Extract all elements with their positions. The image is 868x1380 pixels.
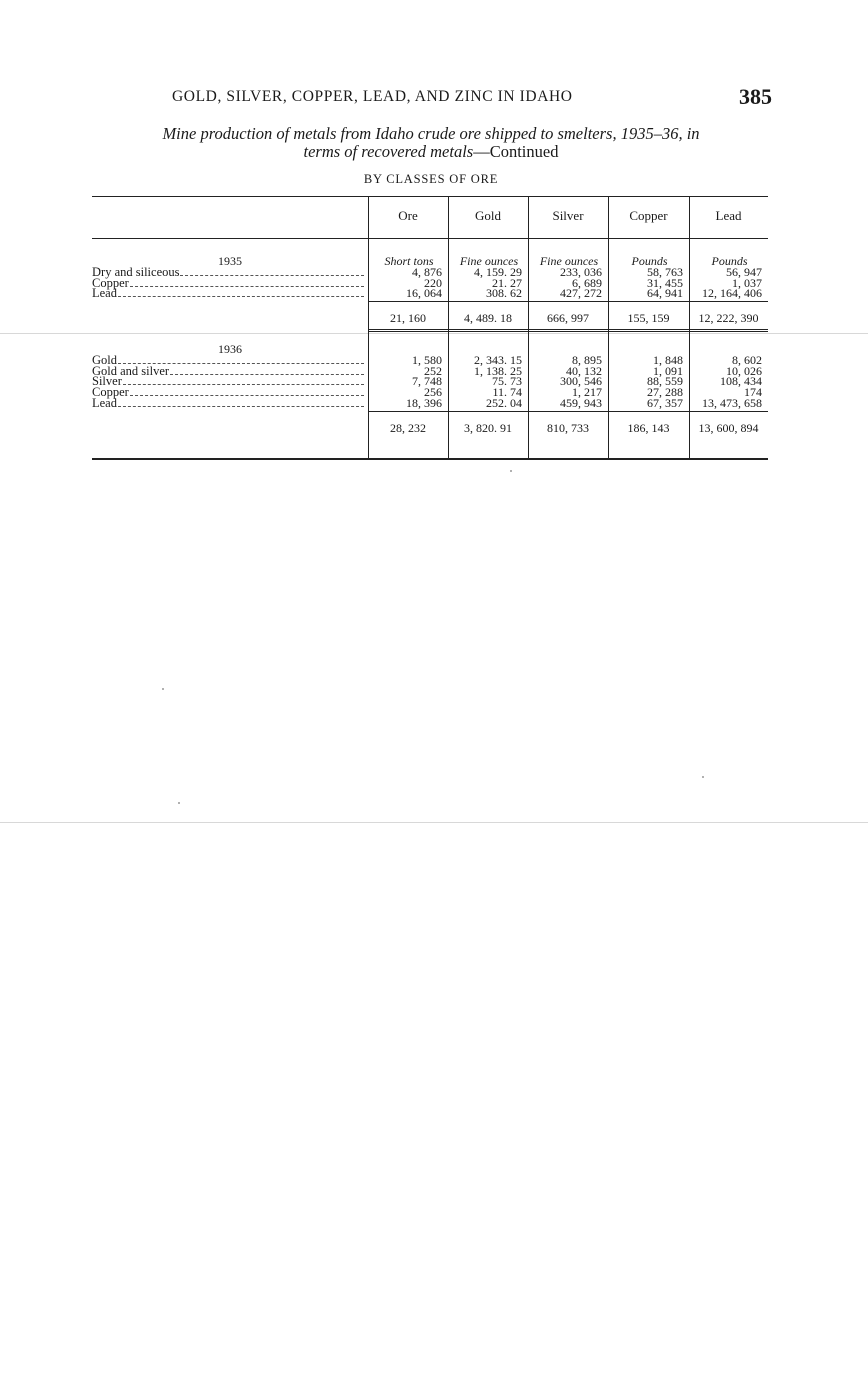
column-unit: Fine ounces [539,254,599,268]
table-cell: 220 [424,275,442,290]
table-cell: 7, 748 [412,374,442,389]
table-column-rule [608,196,609,458]
total-cell: 13, 600, 894 [698,420,759,435]
table-cell: 8, 895 [572,353,602,367]
row-label [92,287,364,299]
table-cell: 1, 217 [572,385,602,400]
table-cell: 16, 064 [406,286,442,301]
table-subheading: BY CLASSES OF ORE [363,172,499,186]
table-cell: 1, 037 [732,275,762,290]
total-rule [368,301,768,302]
row-label-text: Lead [92,286,117,301]
total-rule [368,411,768,412]
table-cell: 174 [744,385,762,400]
scan-artifact-line [0,822,868,823]
column-unit: Fine ounces [459,254,519,268]
running-title: GOLD, SILVER, COPPER, LEAD, AND ZINC IN IDAHO [172,88,573,105]
dot-leader [118,288,364,297]
column-header: Silver [552,208,584,223]
row-label [92,397,364,409]
caption-line-2-italic: terms of recovered metals [303,142,474,161]
table-cell: 2, 343. 15 [474,353,522,367]
total-cell: 3, 820. 91 [464,420,512,435]
total-cell: 4, 489. 18 [464,311,512,326]
double-rule [368,329,768,332]
table-column-rule [528,196,529,458]
table-caption [92,125,770,161]
table-cell: 233, 036 [560,265,602,279]
row-label-text: Gold [92,353,117,367]
table-cell: 1, 091 [653,363,683,378]
total-cell: 666, 997 [547,311,589,326]
table-cell: 56, 947 [726,265,762,279]
table-cell: 252 [424,363,442,378]
table-cell: 88, 559 [647,374,683,389]
table-cell: 459, 943 [560,395,602,410]
table-cell: 300, 546 [560,374,602,389]
column-unit: Short tons [384,254,434,268]
column-header: Ore [398,208,418,223]
table-cell: 31, 455 [647,275,683,290]
column-header: Copper [629,208,668,223]
total-cell: 28, 232 [390,420,426,435]
table-cell: 427, 272 [560,286,602,301]
caption-line-1: Mine production of metals from Idaho crude ore shipped to smelters, 1935–36, in [162,124,700,143]
table-cell: 6, 689 [572,275,602,290]
table-cell: 13, 473, 658 [702,395,762,410]
table-cell: 64, 941 [647,286,683,301]
table-cell: 4, 159. 29 [474,265,522,279]
page-header [172,84,772,114]
table-cell: 11. 74 [492,385,522,400]
dot-leader [118,355,364,364]
table-top-rule [92,196,768,197]
dot-leader [130,278,364,287]
total-cell: 21, 160 [390,311,426,326]
table-cell: 18, 396 [406,395,442,410]
group-year: 1935 [218,254,242,268]
scan-speck [510,470,512,472]
caption-line-2-rest: —Continued [473,142,559,161]
column-unit: Pounds [631,254,668,268]
table-column-rule [689,196,690,458]
table-column-rule [368,196,369,458]
table-cell: 75. 73 [492,374,522,389]
scan-speck [178,802,180,804]
data-table [92,196,768,462]
total-cell: 155, 159 [627,311,670,326]
column-unit: Pounds [711,254,748,268]
table-cell: 40, 132 [566,363,602,378]
scan-speck [702,776,704,778]
column-header: Gold [475,208,501,223]
table-cell: 1, 580 [412,353,442,367]
page-number: 385 [739,84,772,109]
table-cell: 1, 138. 25 [474,363,522,378]
column-header: Lead [715,208,742,223]
table-cell: 67, 357 [647,395,683,410]
row-label-text: Dry and siliceous [92,265,180,279]
dot-leader [123,376,364,385]
total-cell: 810, 733 [547,420,589,435]
dot-leader [118,398,364,407]
total-cell: 12, 222, 390 [698,311,759,326]
table-bottom-rule [92,458,768,460]
table-cell: 252. 04 [486,395,522,410]
row-label-text: Lead [92,395,117,410]
table-cell: 4, 876 [412,265,442,279]
dot-leader [170,366,364,375]
table-cell: 12, 164, 406 [702,286,762,301]
caption-line-2 [92,143,770,161]
table-cell: 256 [424,385,442,400]
table-cell: 10, 026 [726,363,762,378]
row-label-text: Copper [92,385,129,400]
scan-speck [162,688,164,690]
table-cell: 1, 848 [653,353,683,367]
table-cell: 8, 602 [732,353,762,367]
table-header-rule [92,238,768,239]
table-cell: 27, 288 [647,385,683,400]
total-cell: 186, 143 [627,420,670,435]
row-label-text: Gold and silver [92,363,170,378]
group-year: 1936 [218,342,242,356]
table-cell: 21. 27 [492,275,522,290]
table-cell: 108, 434 [720,374,762,389]
row-label-text: Silver [92,374,122,389]
dot-leader [180,267,364,276]
dot-leader [130,387,364,396]
table-column-rule [448,196,449,458]
row-label-text: Copper [92,275,129,290]
table-cell: 308. 62 [486,286,522,301]
table-cell: 58, 763 [647,265,683,279]
